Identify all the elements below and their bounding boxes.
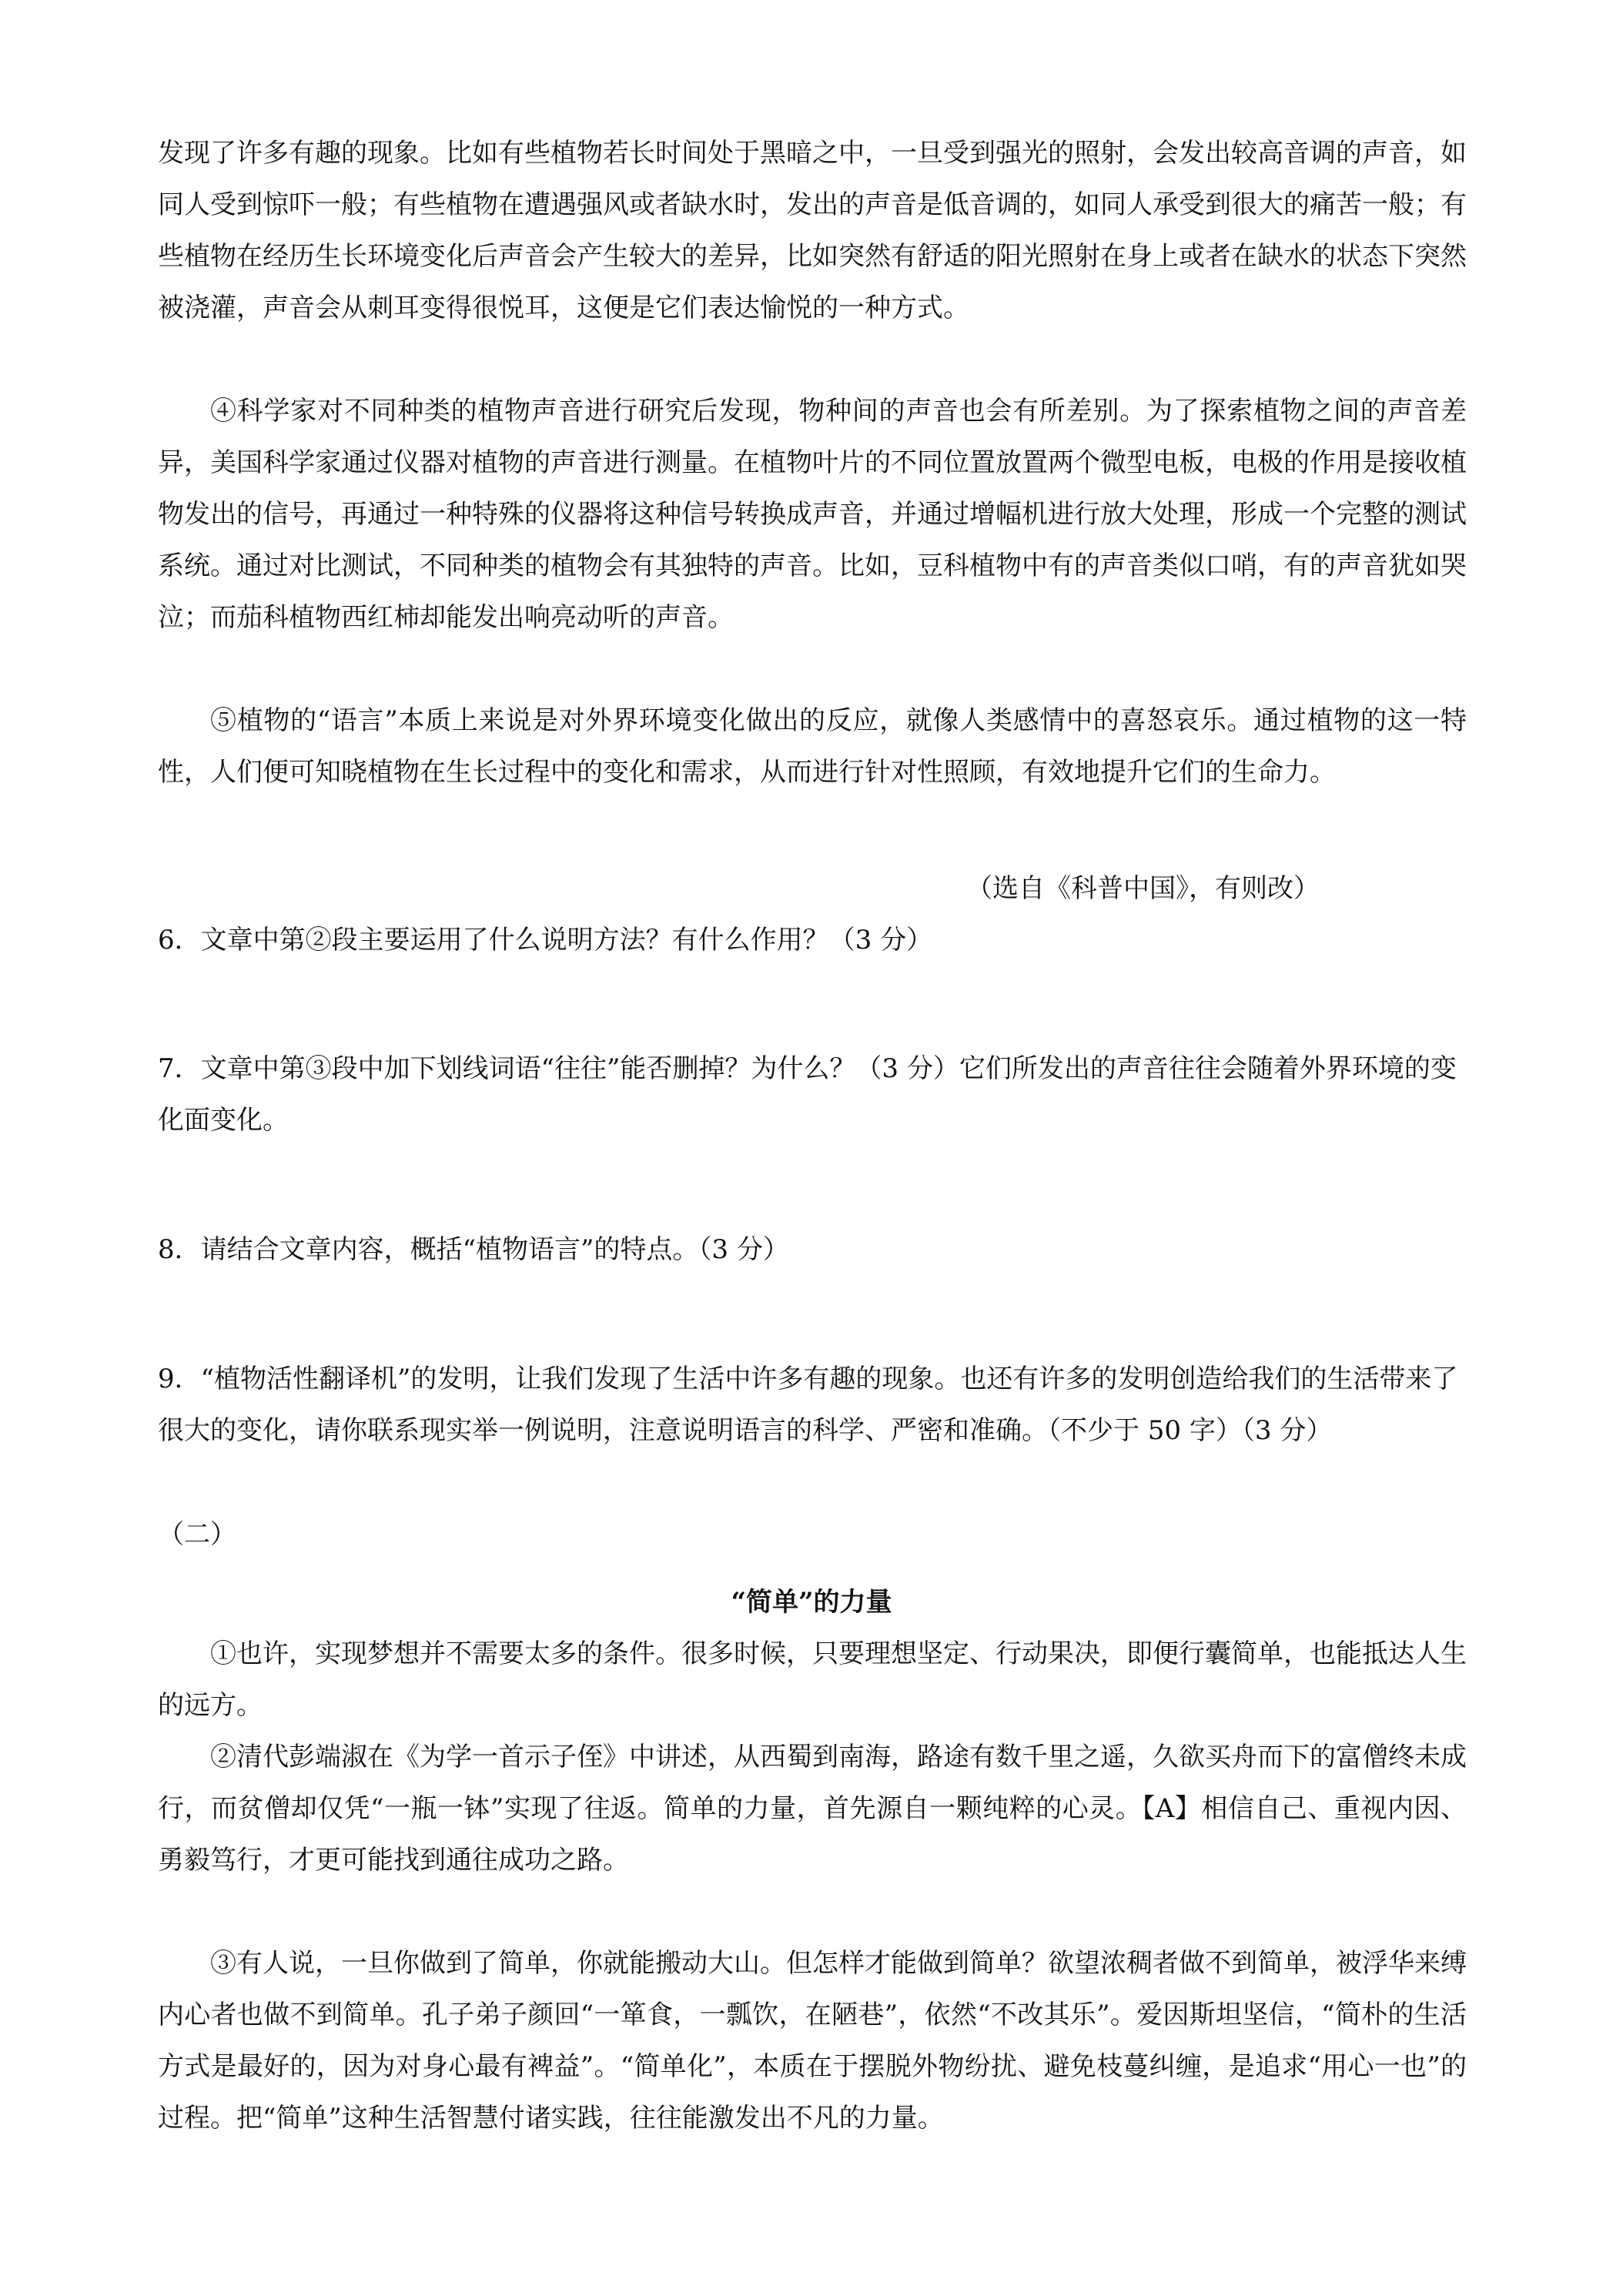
source-citation: （选自《科普中国》，有则改） — [966, 873, 1320, 904]
question-8: 8．请结合文章内容，概括“植物语言”的特点。（3 分） — [158, 1234, 789, 1265]
passage2-title: “简单”的力量 — [731, 1587, 892, 1618]
question-7: 7．文章中第③段中加下划线词语“往往”能否删掉？为什么？（3 分）它们所发出的声音往往会随着外界环境的变化面变化。 — [158, 1053, 1457, 1136]
passage1-paragraph-3-cont: 发现了许多有趣的现象。比如有些植物若长时间处于黑暗之中，一旦受到强光的照射，会发出较高音调的声音，如同人受到惊吓一般；有些植物在遭遇强风或者缺水时，发出的声音是低音调的，如同人承受到很大的痛苦一般；有些植物在经历生长环境变化后声音会产生较大的差异，比如突然有舒适的阳光照射在身上或者在缺水的状态下突然被浇灌，声音会从刺耳变得很悦耳，这便是它们表达愉悦的一种方式。 — [158, 138, 1467, 323]
question-9: 9．“植物活性翻译机”的发明，让我们发现了生活中许多有趣的现象。也还有许多的发明创造给我们的生活带来了很大的变化，请你联系现实举一例说明，注意说明语言的科学、严密和准确。（不少于 50 字）（3 分） — [158, 1364, 1458, 1446]
passage1-paragraph-4: ④科学家对不同种类的植物声音进行研究后发现，物种间的声音也会有所差别。为了探索植物之间的声音差异，美国科学家通过仪器对植物的声音进行测量。在植物叶片的不同位置放置两个微型电板，电极的作用是接收植物发出的信号，再通过一种特殊的仪器将这种信号转换成声音，并通过增幅机进行放大处理，形成一个完整的测试系统。通过对比测试，不同种类的植物会有其独特的声音。比如，豆科植物中有的声音类似口哨，有的声音犹如哭泣；而茄科植物西红柿却能发出响亮动听的声音。 — [158, 396, 1467, 633]
passage2-paragraph-1: ①也许，实现梦想并不需要太多的条件。很多时候，只要理想坚定、行动果决，即便行囊简单，也能抵达人生的远方。 — [158, 1638, 1467, 1721]
section-label: （二） — [158, 1519, 236, 1550]
passage2-paragraph-2: ②清代彭端淑在《为学一首示子侄》中讲述，从西蜀到南海，路途有数千里之遥，久欲买舟而下的富僧终未成行，而贫僧却仅凭“一瓶一钵”实现了往返。简单的力量，首先源自一颗纯粹的心灵。【A】相信自己、重视内因、勇毅笃行，才更可能找到通往成功之路。 — [158, 1742, 1467, 1876]
question-6: 6．文章中第②段主要运用了什么说明方法？有什么作用？（3 分） — [158, 925, 933, 956]
passage1-paragraph-5: ⑤植物的“语言”本质上来说是对外界环境变化做出的反应，就像人类感情中的喜怒哀乐。通过植物的这一特性，人们便可知晓植物在生长过程中的变化和需求，从而进行针对性照顾，有效地提升它们的生命力。 — [158, 705, 1467, 788]
passage2-paragraph-3: ③有人说，一旦你做到了简单，你就能搬动大山。但怎样才能做到简单？欲望浓稠者做不到简单，被浮华来缚内心者也做不到简单。孔子弟子颜回“一箪食，一瓢饮，在陋巷”，依然“不改其乐”。爱因斯坦坚信，“简朴的生活方式是最好的，因为对身心最有裨益”。“简单化”，本质在于摆脱外物纷扰、避免枝蔓纠缠，是追求“用心一也”的过程。把“简单”这种生活智慧付诸实践，往往能激发出不凡的力量。 — [158, 1948, 1467, 2134]
